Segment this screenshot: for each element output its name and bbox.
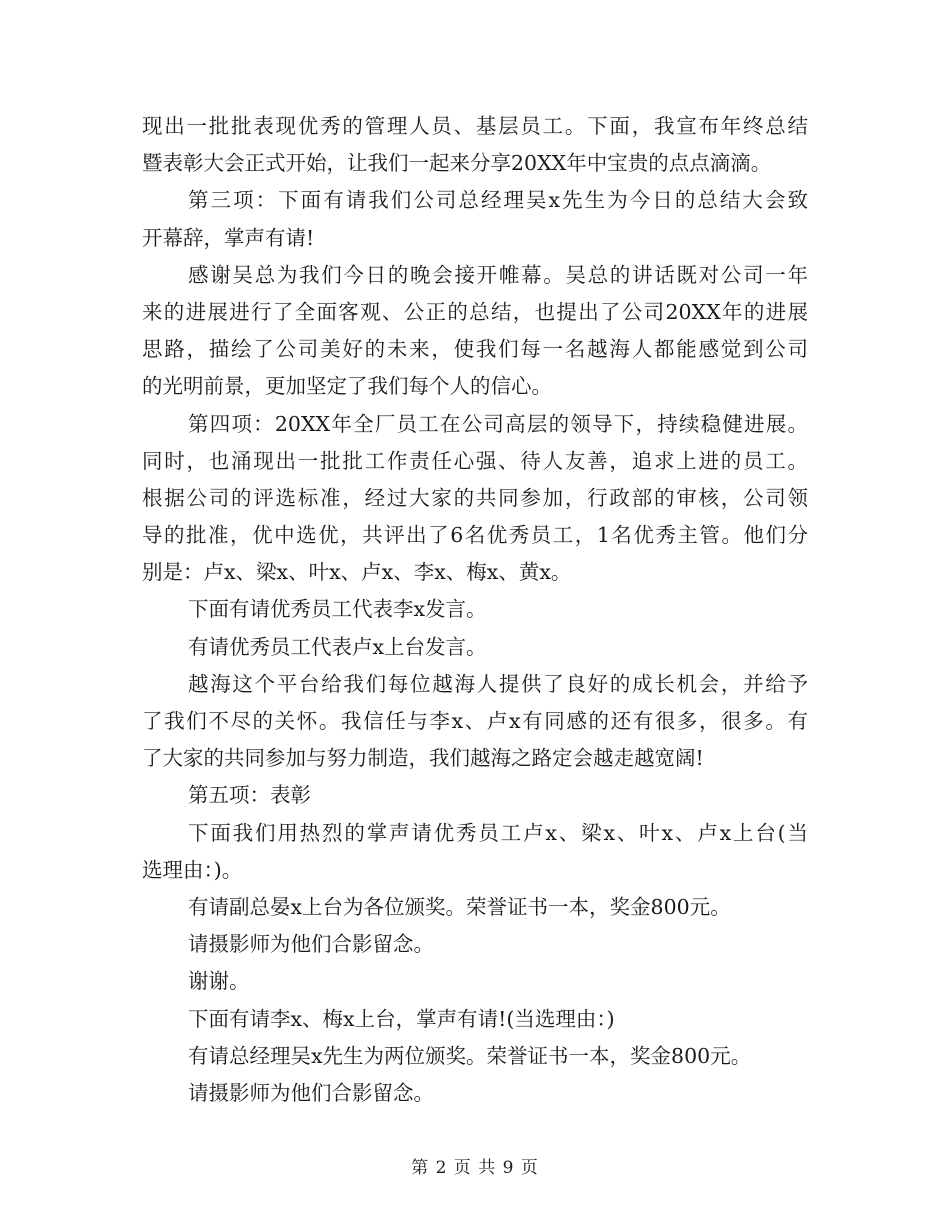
text-line: 感谢吴总为我们今日的晚会接开帷幕。吴总的讲话既对公司一年	[188, 262, 808, 287]
page-number-footer: 第 2 页 共 9 页	[411, 1158, 539, 1178]
text-line: 第四项：20XX年全厂员工在公司高层的领导下，持续稳健进展。	[188, 411, 808, 436]
text-line: 开幕辞，掌声有请!	[142, 225, 315, 250]
text-line: 了我们不尽的关怀。我信任与李x、卢x有同感的还有很多，很多。有	[142, 709, 808, 733]
text-line: 思路，描绘了公司美好的未来，使我们每一名越海人都能感觉到公司	[142, 337, 808, 362]
text-line: 请摄影师为他们合影留念。	[188, 932, 434, 957]
text-line: 有请副总晏x上台为各位颁奖。荣誉证书一本，奖金800元。	[188, 894, 731, 919]
text-line: 选理由：)。	[142, 857, 243, 882]
text-line: 谢谢。	[188, 969, 250, 994]
text-line: 下面有请李x、梅x上台，掌声有请!(当选理由：)	[188, 1006, 615, 1031]
text-line: 第五项：表彰	[188, 783, 311, 808]
text-line: 有请优秀员工代表卢x上台发言。	[188, 634, 487, 659]
text-line: 请摄影师为他们合影留念。	[188, 1080, 434, 1105]
text-line: 下面有请优秀员工代表李x发言。	[188, 597, 487, 622]
text-line: 现出一批批表现优秀的管理人员、基层员工。下面，我宣布年终总结	[142, 114, 808, 138]
text-line: 下面我们用热烈的掌声请优秀员工卢x、梁x、叶x、卢x上台(当	[188, 820, 808, 845]
document-body	[142, 108, 808, 1112]
text-line: 导的批准，优中选优，共评出了6名优秀员工，1名优秀主管。他们分	[142, 523, 808, 548]
text-line: 别是：卢x、梁x、叶x、卢x、李x、梅x、黄x。	[142, 560, 572, 585]
text-line: 第三项：下面有请我们公司总经理吴x先生为今日的总结大会致	[188, 188, 808, 213]
text-line: 暨表彰大会正式开始，让我们一起来分享20XX年中宝贵的点点滴滴。	[142, 151, 772, 176]
text-line: 了大家的共同参加与努力制造，我们越海之路定会越走越宽阔!	[142, 746, 704, 771]
text-line: 有请总经理吴x先生为两位颁奖。荣誉证书一本，奖金800元。	[188, 1043, 752, 1068]
text-line: 的光明前景，更加坚定了我们每个人的信心。	[142, 374, 552, 399]
text-line: 同时，也涌现出一批批工作责任心强、待人友善，追求上进的员工。	[142, 448, 808, 473]
text-line: 根据公司的评选标准，经过大家的共同参加，行政部的审核，公司领	[142, 485, 808, 510]
text-line: 越海这个平台给我们每位越海人提供了良好的成长机会，并给予	[188, 671, 808, 696]
text-line: 来的进展进行了全面客观、公正的总结，也提出了公司20XX年的进展	[142, 299, 808, 324]
